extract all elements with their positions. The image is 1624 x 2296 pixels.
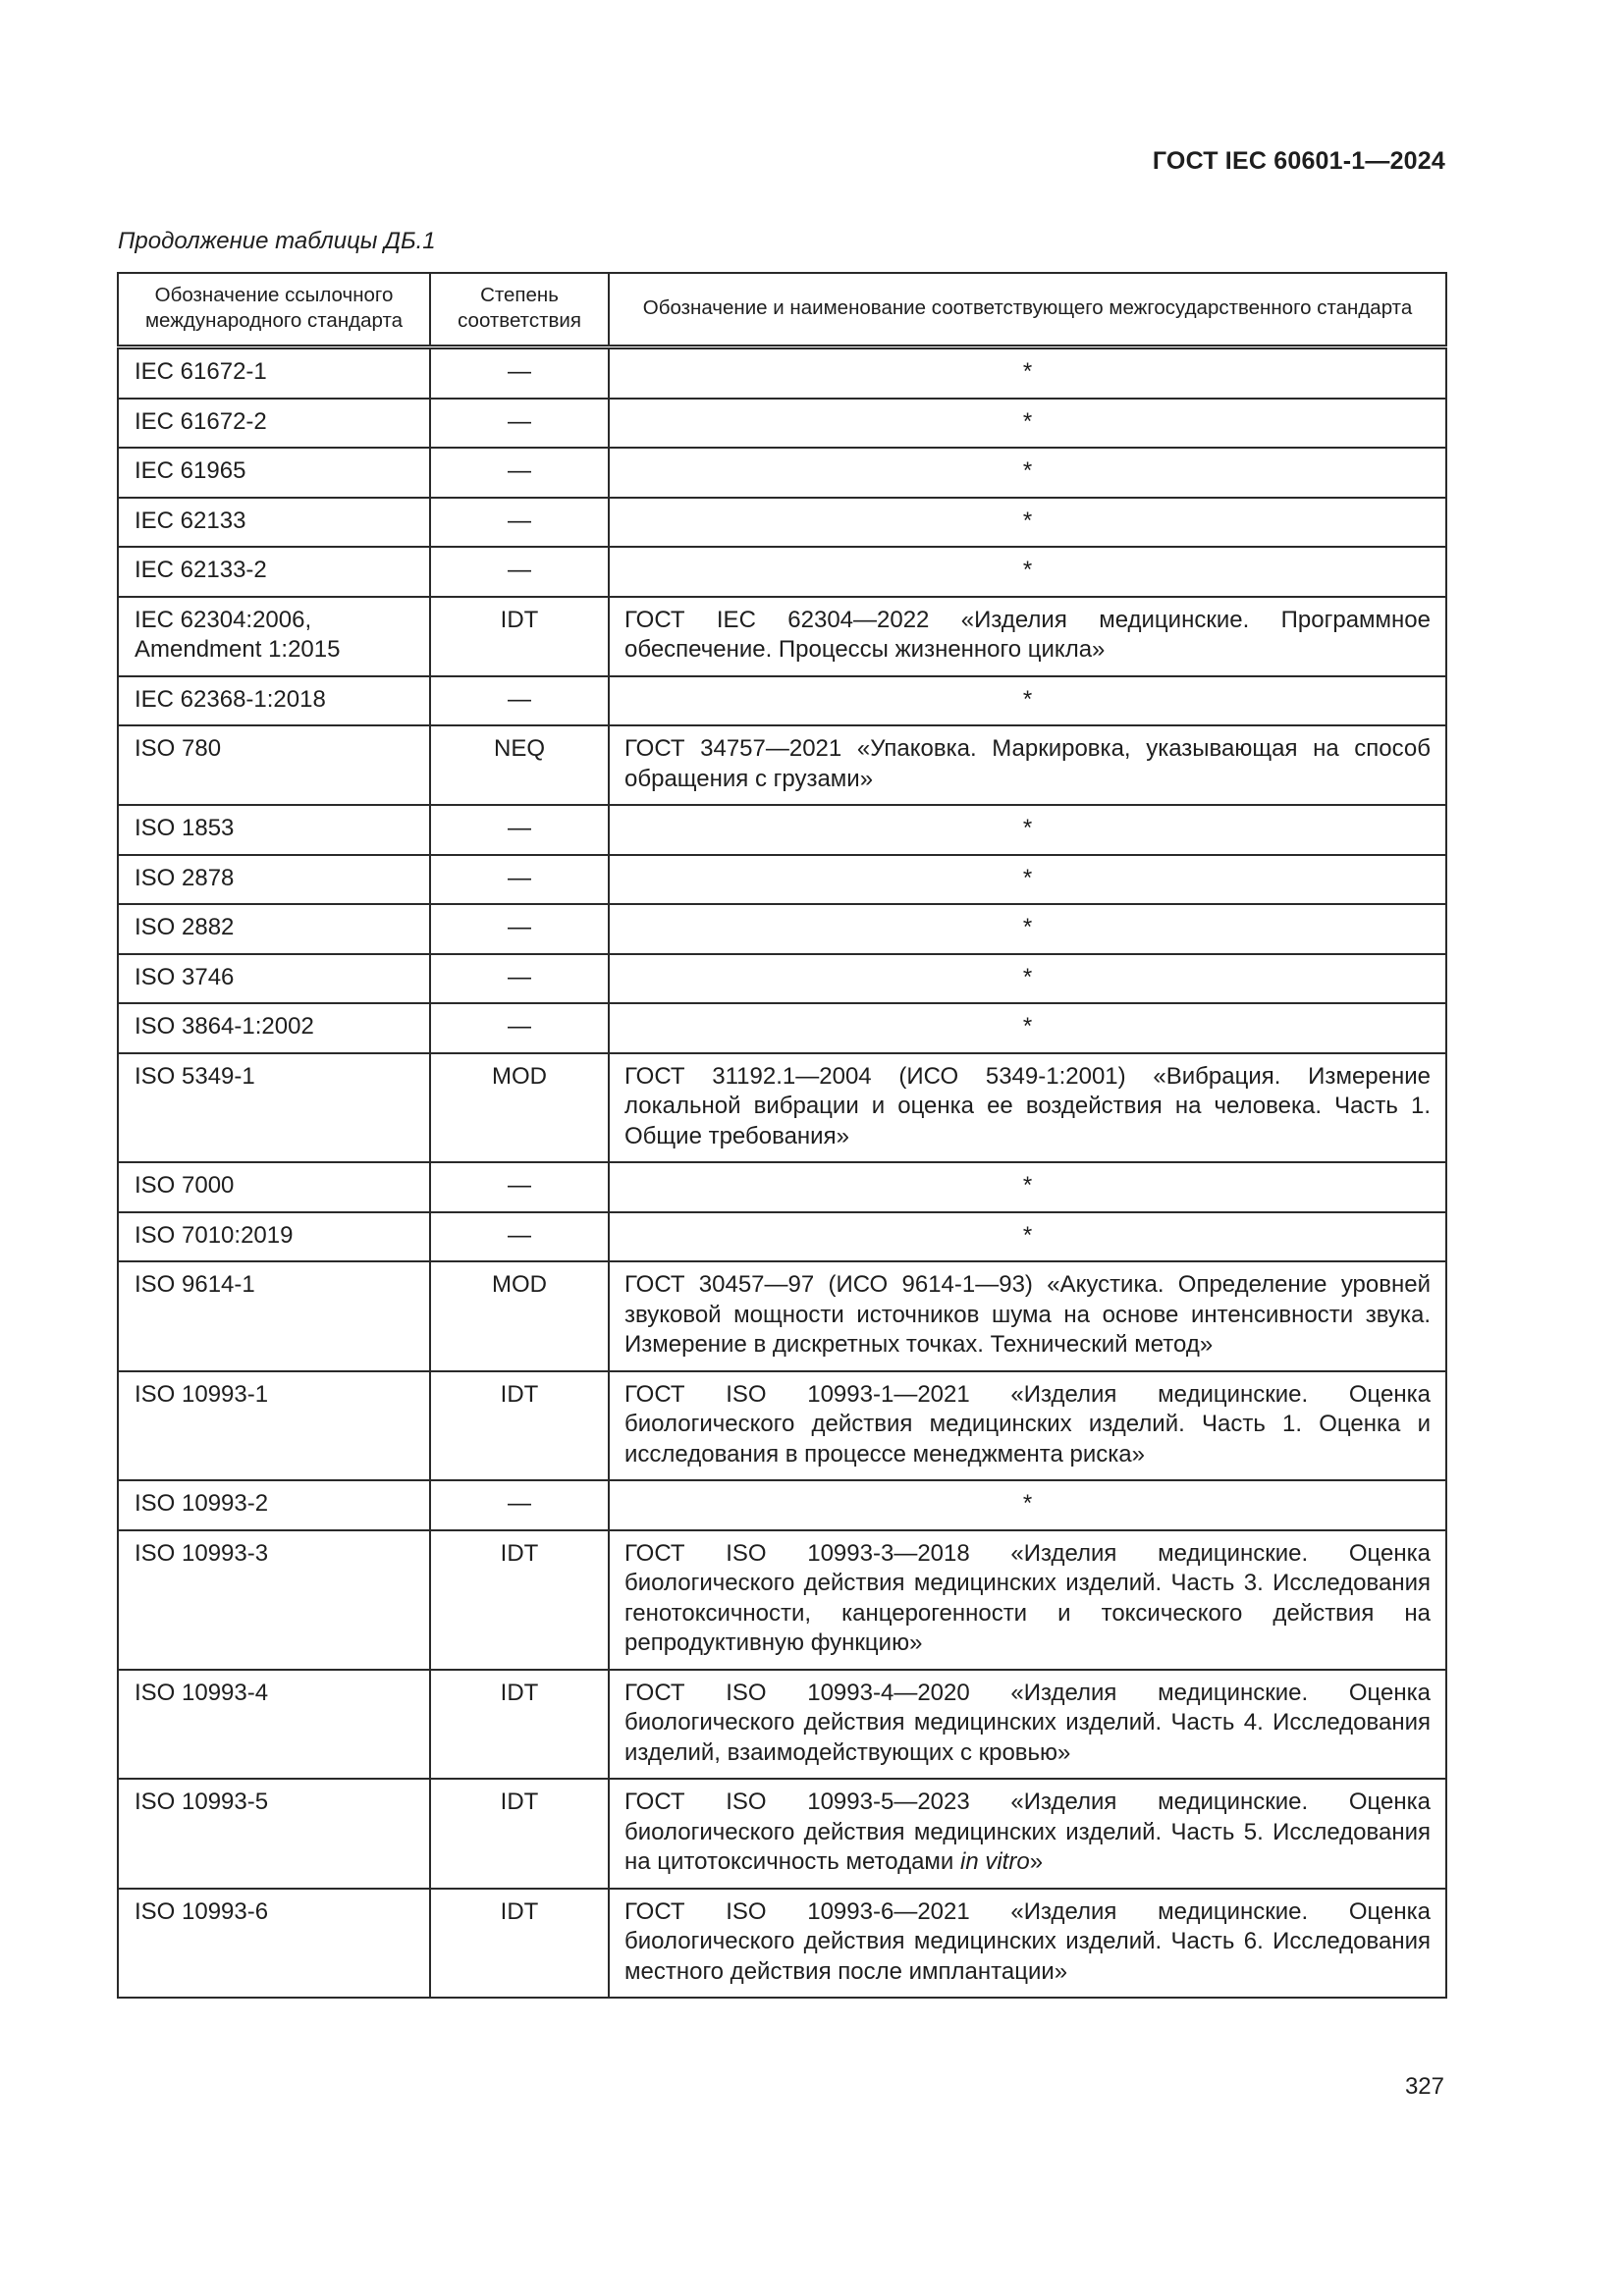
reference-standard-cell: IEC 61672-2: [118, 399, 430, 449]
gost-standard-cell: ГОСТ ISO 10993-3—2018 «Изделия медицинские. Оценка биологического действия медицинских изделий. Часть 3. Исследования генотоксичности, канцерогенности и токсического действия на репродуктивную функцию»: [609, 1530, 1446, 1670]
degree-cell: —: [430, 904, 609, 954]
table-row: [118, 1480, 1446, 1530]
gost-standard-cell: *: [609, 448, 1446, 498]
reference-standard-cell: IEC 61672-1: [118, 347, 430, 399]
reference-standard-cell: ISO 10993-3: [118, 1530, 430, 1670]
degree-cell: MOD: [430, 1261, 609, 1371]
degree-cell: IDT: [430, 1779, 609, 1889]
gost-standard-cell: *: [609, 676, 1446, 726]
reference-standard-cell: IEC 62304:2006, Amendment 1:2015: [118, 597, 430, 676]
gost-standard-cell: *: [609, 399, 1446, 449]
gost-standard-cell: *: [609, 547, 1446, 597]
table-row: [118, 1371, 1446, 1481]
gost-standard-cell: ГОСТ ISO 10993-5—2023 «Изделия медицинские. Оценка биологического действия медицинских изделий. Часть 5. Исследования на цитотоксичность методами in vitro»: [609, 1779, 1446, 1889]
table-row: [118, 1261, 1446, 1371]
reference-standard-cell: ISO 10993-4: [118, 1670, 430, 1780]
degree-cell: IDT: [430, 1670, 609, 1780]
document-code-header: ГОСТ IEC 60601-1—2024: [1152, 147, 1445, 175]
gost-standard-cell: *: [609, 347, 1446, 399]
table-body: [118, 347, 1446, 1999]
table-row: [118, 498, 1446, 548]
table-row: [118, 1670, 1446, 1780]
reference-standard-cell: ISO 2878: [118, 855, 430, 905]
table-row: [118, 1212, 1446, 1262]
table-row: [118, 676, 1446, 726]
reference-standard-cell: ISO 3864-1:2002: [118, 1003, 430, 1053]
gost-standard-cell: ГОСТ ISO 10993-4—2020 «Изделия медицинские. Оценка биологического действия медицинских изделий. Часть 4. Исследования изделий, взаимодействующих с кровью»: [609, 1670, 1446, 1780]
gost-standard-cell: *: [609, 1162, 1446, 1212]
reference-standard-cell: ISO 7000: [118, 1162, 430, 1212]
degree-cell: MOD: [430, 1053, 609, 1163]
table-row: [118, 1530, 1446, 1670]
column-header-gost-standard: Обозначение и наименование соответствующего межгосударственного стандарта: [609, 273, 1446, 347]
reference-standard-cell: ISO 10993-1: [118, 1371, 430, 1481]
reference-standard-cell: ISO 3746: [118, 954, 430, 1004]
reference-standard-cell: ISO 1853: [118, 805, 430, 855]
degree-cell: —: [430, 1212, 609, 1262]
gost-standard-cell: *: [609, 855, 1446, 905]
gost-standard-cell: *: [609, 498, 1446, 548]
reference-standard-cell: ISO 10993-5: [118, 1779, 430, 1889]
table-row: [118, 448, 1446, 498]
gost-standard-cell: *: [609, 1212, 1446, 1262]
gost-standard-cell: ГОСТ 34757—2021 «Упаковка. Маркировка, указывающая на способ обращения с грузами»: [609, 725, 1446, 805]
gost-standard-cell: ГОСТ ISO 10993-1—2021 «Изделия медицинские. Оценка биологического действия медицинских изделий. Часть 1. Оценка и исследования в процессе менеджмента риска»: [609, 1371, 1446, 1481]
reference-standard-cell: ISO 10993-6: [118, 1889, 430, 1999]
degree-cell: —: [430, 805, 609, 855]
degree-cell: —: [430, 399, 609, 449]
gost-standard-cell: ГОСТ IEC 62304—2022 «Изделия медицинские. Программное обеспечение. Процессы жизненного цикла»: [609, 597, 1446, 676]
degree-cell: —: [430, 547, 609, 597]
reference-standard-cell: ISO 10993-2: [118, 1480, 430, 1530]
table-row: [118, 805, 1446, 855]
table-caption: Продолжение таблицы ДБ.1: [118, 228, 436, 254]
gost-standard-cell: *: [609, 1480, 1446, 1530]
degree-cell: IDT: [430, 1371, 609, 1481]
reference-standard-cell: IEC 62133: [118, 498, 430, 548]
degree-cell: IDT: [430, 1530, 609, 1670]
gost-standard-cell: *: [609, 1003, 1446, 1053]
degree-cell: —: [430, 1003, 609, 1053]
table-row: [118, 1003, 1446, 1053]
reference-standard-cell: ISO 9614-1: [118, 1261, 430, 1371]
reference-standard-cell: ISO 780: [118, 725, 430, 805]
table-row: [118, 904, 1446, 954]
table-row: [118, 1779, 1446, 1889]
degree-cell: —: [430, 448, 609, 498]
standards-correspondence-table: [117, 272, 1447, 1999]
column-header-reference-standard: Обозначение ссылочного международного стандарта: [118, 273, 430, 347]
table-row: [118, 547, 1446, 597]
gost-standard-cell: *: [609, 805, 1446, 855]
column-header-degree: Степень соответствия: [430, 273, 609, 347]
table-row: [118, 855, 1446, 905]
degree-cell: —: [430, 676, 609, 726]
gost-standard-cell: *: [609, 904, 1446, 954]
table-row: [118, 597, 1446, 676]
reference-standard-cell: IEC 62368-1:2018: [118, 676, 430, 726]
degree-cell: —: [430, 1480, 609, 1530]
degree-cell: —: [430, 855, 609, 905]
degree-cell: —: [430, 498, 609, 548]
degree-cell: —: [430, 347, 609, 399]
page-number: 327: [1404, 2073, 1444, 2100]
gost-standard-cell: ГОСТ 31192.1—2004 (ИСО 5349-1:2001) «Вибрация. Измерение локальной вибрации и оценка ее воздействия на человека. Часть 1. Общие требования»: [609, 1053, 1446, 1163]
reference-standard-cell: ISO 5349-1: [118, 1053, 430, 1163]
degree-cell: —: [430, 1162, 609, 1212]
table-row: [118, 1162, 1446, 1212]
table-row: [118, 954, 1446, 1004]
table-row: [118, 399, 1446, 449]
degree-cell: —: [430, 954, 609, 1004]
table-row: [118, 347, 1446, 399]
degree-cell: IDT: [430, 597, 609, 676]
table-row: [118, 1053, 1446, 1163]
italic-term: in vitro: [960, 1848, 1030, 1875]
reference-standard-cell: IEC 61965: [118, 448, 430, 498]
reference-standard-cell: ISO 2882: [118, 904, 430, 954]
gost-standard-cell: *: [609, 954, 1446, 1004]
gost-standard-cell: ГОСТ 30457—97 (ИСО 9614-1—93) «Акустика. Определение уровней звуковой мощности источников шума на основе интенсивности звука. Измерение в дискретных точках. Технический метод»: [609, 1261, 1446, 1371]
table-row: [118, 725, 1446, 805]
table-header-row: [118, 273, 1446, 347]
degree-cell: NEQ: [430, 725, 609, 805]
reference-standard-cell: ISO 7010:2019: [118, 1212, 430, 1262]
table-row: [118, 1889, 1446, 1999]
gost-standard-cell: ГОСТ ISO 10993-6—2021 «Изделия медицинские. Оценка биологического действия медицинских изделий. Часть 6. Исследования местного действия после имплантации»: [609, 1889, 1446, 1999]
degree-cell: IDT: [430, 1889, 609, 1999]
reference-standard-cell: IEC 62133-2: [118, 547, 430, 597]
